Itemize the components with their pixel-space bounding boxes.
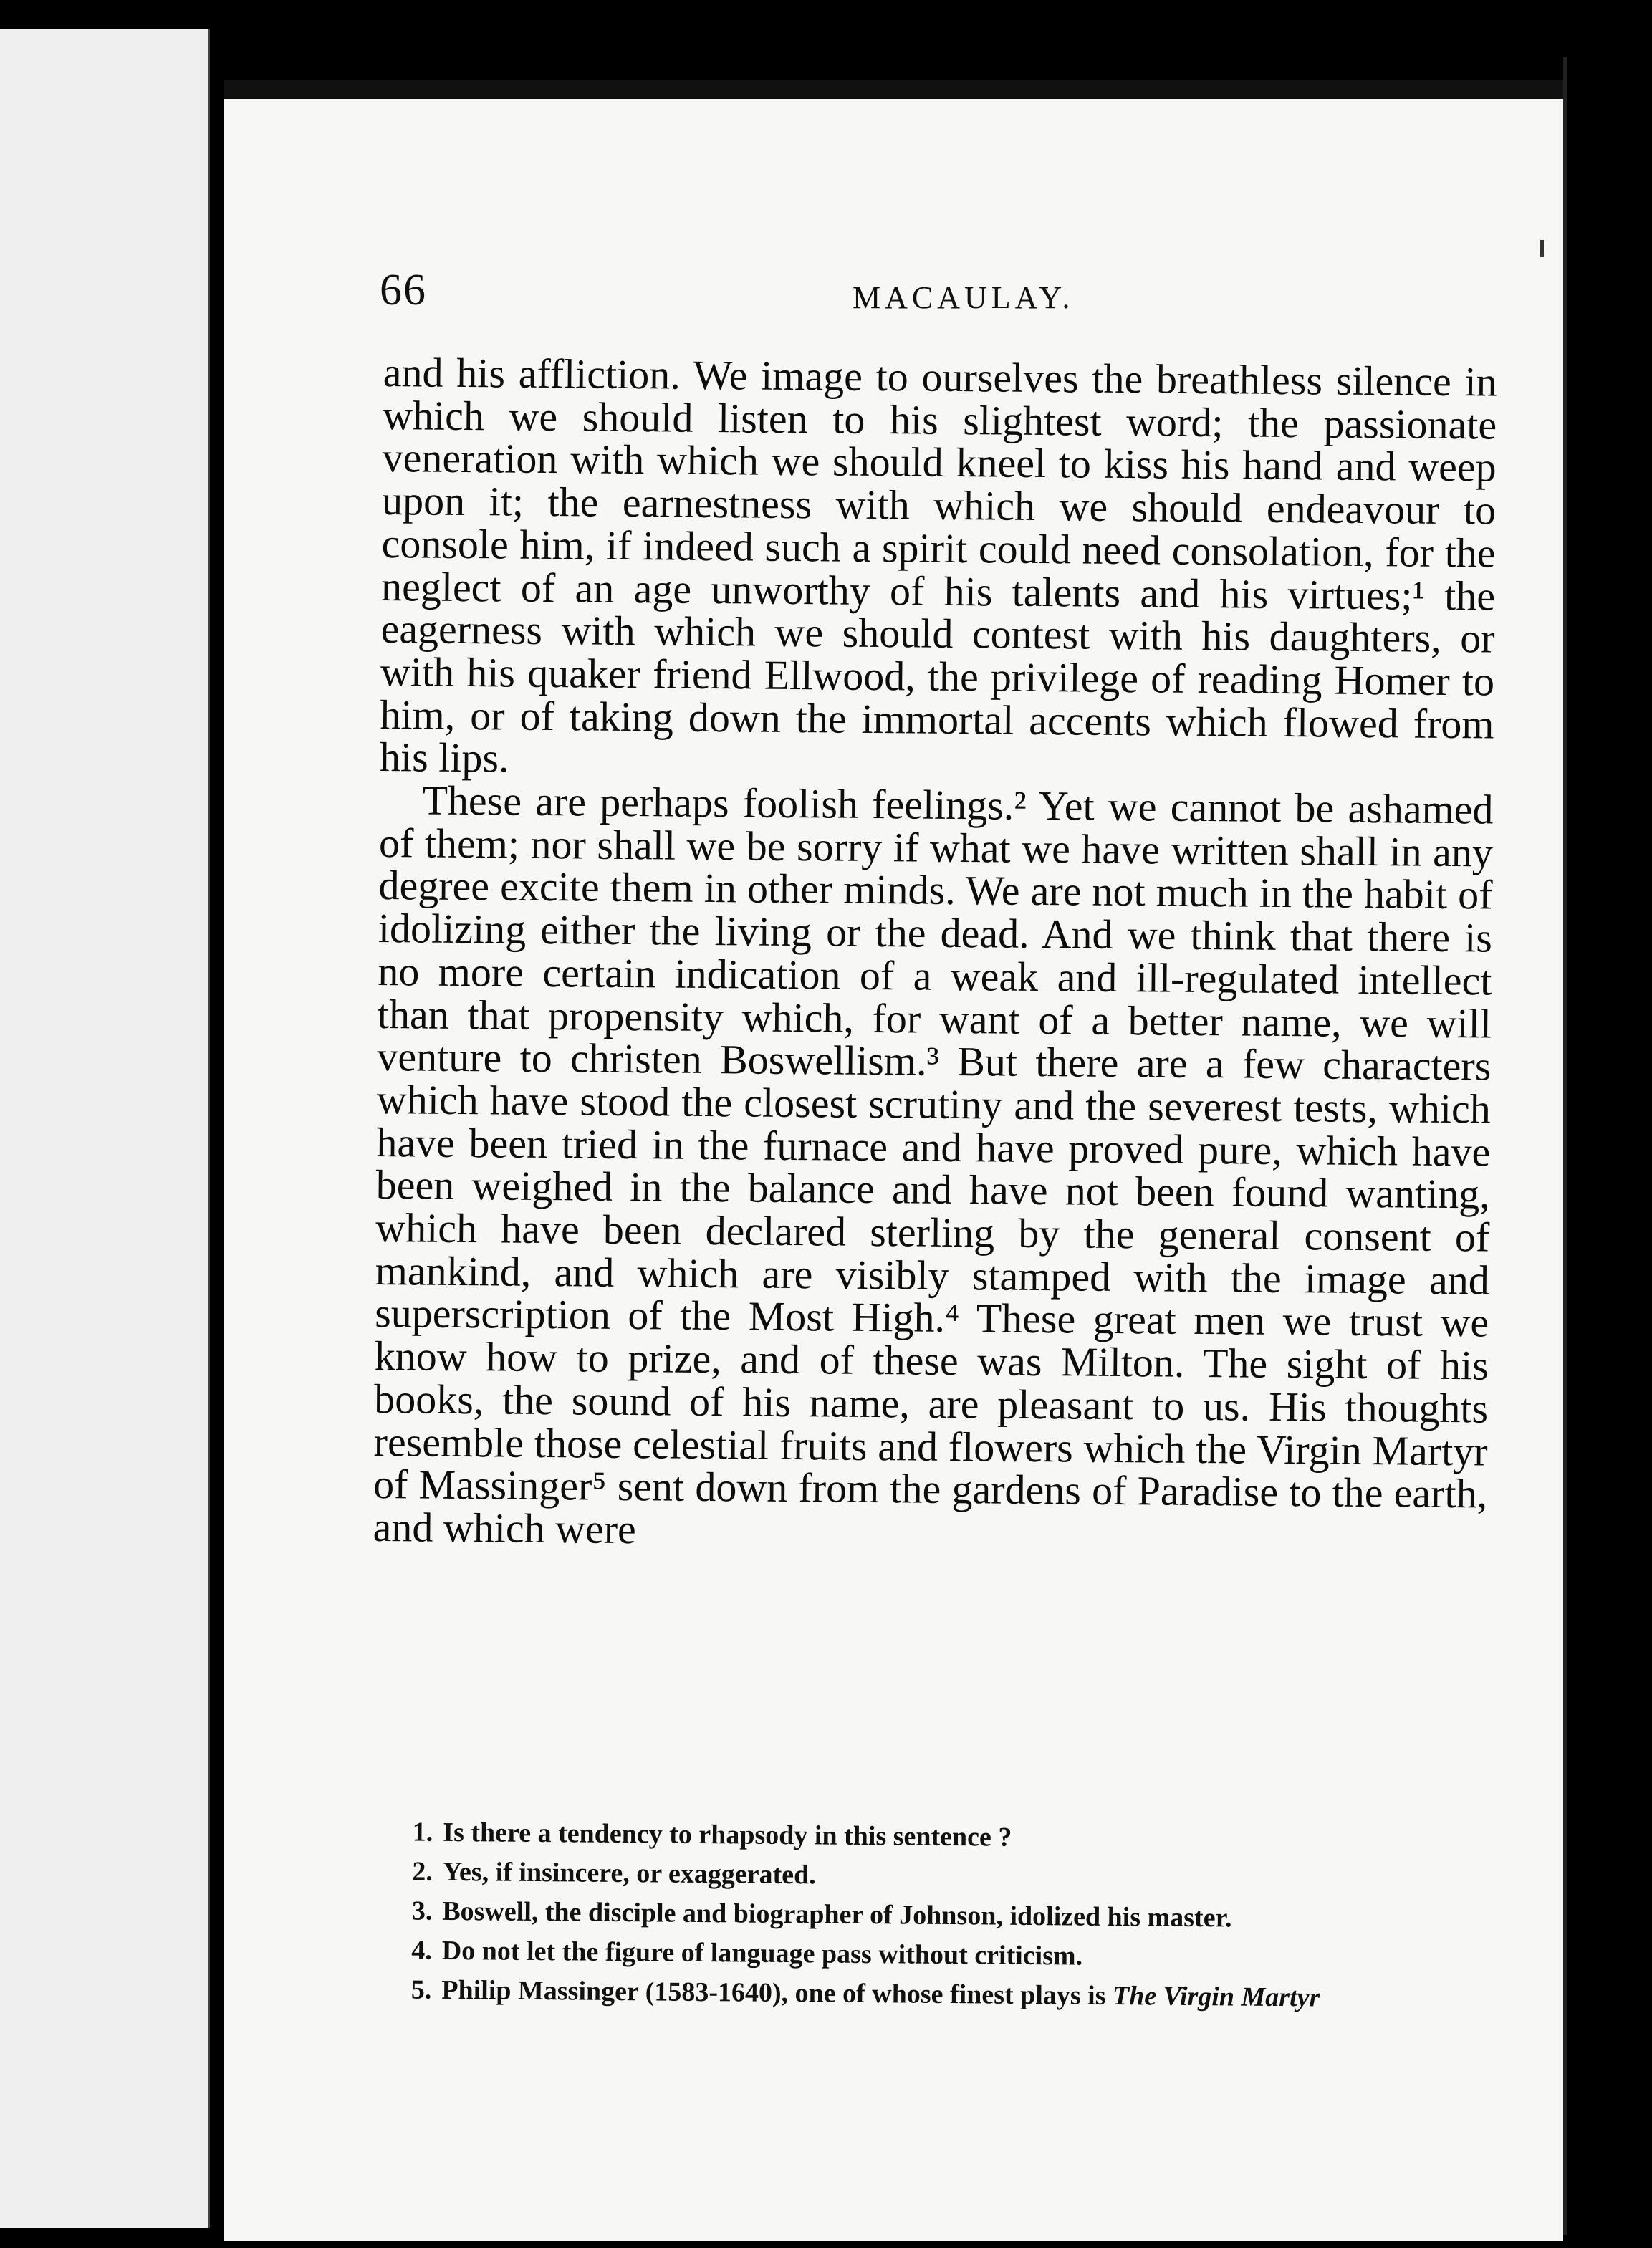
page-header bbox=[380, 265, 1490, 322]
footnote-text: Do not let the figure of language pass without criticism. bbox=[441, 1935, 1083, 1971]
running-head: MACAULAY. bbox=[853, 280, 1075, 315]
page-number: 66 bbox=[380, 266, 427, 314]
footnote-text: Yes, if insincere, or exaggerated. bbox=[442, 1856, 816, 1891]
footnote-text: Boswell, the disciple and biographer of Johnson, idolized his master. bbox=[442, 1896, 1232, 1934]
footnote-number: 3. bbox=[411, 1896, 433, 1926]
footnote bbox=[371, 1932, 1485, 1979]
footnote-italic-title: The Virgin Martyr bbox=[1112, 1981, 1320, 2013]
paragraph: and his affliction. We image to ourselves the breathless silence in which we should listen to his slightest word; the passionate veneration with which we should kneel to kiss his hand and weep upon it; the earnestness with which we should endeavour to console him, if indeed such a spirit could need consolation, for the neglect of an age unworthy of his talents and his virtues;¹ the eagerness with which we should contest with his daughters, or with his quaker friend Ellwood, the privilege of reading Homer to him, or of taking down the immortal accents which flowed from his lips. bbox=[379, 349, 1497, 782]
footnote-number: 2. bbox=[412, 1856, 433, 1887]
footnote-text: Philip Massinger (1583-1640), one of whose finest plays is bbox=[441, 1974, 1106, 2011]
footnote bbox=[372, 1893, 1486, 1939]
facing-page-edge bbox=[0, 29, 210, 2228]
margin-mark bbox=[1540, 240, 1544, 257]
footnote bbox=[371, 1971, 1485, 2018]
paragraph: These are perhaps foolish feelings.² Yet we cannot be ashamed of them; nor shall we be sorry if what we have written shall in any degree excite them in other minds. We are not much in the habit of idolizing either the living or the dead. And we think that there is no more certain indication of a weak and ill-regulated intellect than that propensity which, for want of a better name, we will venture to christen Boswellism.³ But there are a few characters which have stood the closest scrutiny and the severest tests, which have been tried in the furnace and have proved pure, which have been weighed in the balance and have not been found wanting, which have been declared sterling by the general consent of mankind, and which are visibly stamped with the image and superscription of the Most High.⁴ These great men we trust we know how to prize, and of these was Milton. The sight of his books, the sound of his name, are pleasant to us. His thoughts resemble those celestial fruits and flowers which the Virgin Martyr of Massinger⁵ sent down from the gardens of Paradise to the earth, and which were bbox=[373, 777, 1494, 1553]
footnote-number: 4. bbox=[411, 1935, 433, 1966]
page-right-edge bbox=[1563, 57, 1567, 2235]
footnote bbox=[372, 1853, 1486, 1900]
body-text bbox=[373, 351, 1497, 1558]
footnote-text: Is there a tendency to rhapsody in this sentence ? bbox=[443, 1817, 1012, 1853]
footnote-number: 5. bbox=[410, 1974, 432, 2005]
footnotes bbox=[371, 1814, 1487, 2021]
footnote-number: 1. bbox=[412, 1817, 433, 1848]
page-top-rule bbox=[224, 80, 1563, 99]
